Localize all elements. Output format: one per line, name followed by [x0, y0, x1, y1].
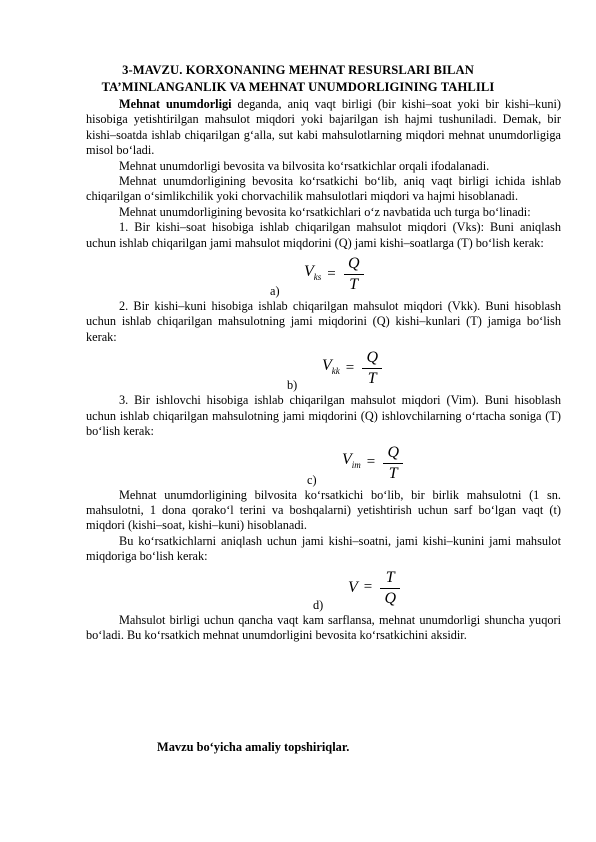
- formula-b-label: b): [287, 378, 298, 393]
- formula-a-fraction: [344, 255, 364, 294]
- definition-text: deganda, aniq vaqt birligi (bir kishi–soat yoki bir kishi–kuni) hisobiga yetishtirilgan mahsulot miqdori yoki bajarilgan ish hajmi tushuniladi. Demak, bir kishi–soatda ishlab chiqarilgan g‘alla, sut kabi mahsulotlarning miqdori mehnat unumdorligiga misol bo‘ladi.: [86, 97, 561, 158]
- formula-a-label: a): [270, 284, 280, 299]
- formula-b: [322, 349, 382, 388]
- formula-b-numerator: Q: [366, 349, 379, 367]
- paragraph-indicators: Mehnat unumdorligi bevosita va bilvosita ko‘rsatkichlar orqali ifodalanadi.: [119, 158, 490, 173]
- formula-c: [342, 444, 403, 483]
- paragraph-type-2: 2. Bir kishi–kuni hisobiga ishlab chiqarilgan mahsulot miqdori (Vkk). Buni hisoblash uchun ishlab chiqarilgan mahsulotning jami miqdorini (Q) kishi–kunlari (T) jamiga bo‘lish kerak:: [86, 299, 561, 344]
- formula-c-label: c): [307, 472, 317, 487]
- title-line-1: 3-MAVZU. KORXONANING MEHNAT RESURSLARI BILAN: [122, 63, 474, 77]
- document-body: [86, 97, 561, 643]
- term-bold: Mehnat unumdorligi: [119, 97, 232, 111]
- formula-c-lhs: V: [342, 451, 352, 469]
- formula-c-denominator: T: [388, 464, 398, 482]
- formula-d-denominator: Q: [384, 589, 397, 607]
- paragraph-type-3: 3. Bir ishlovchi hisobiga ishlab chiqarilgan mahsulot miqdori (Vim). Buni hisoblash uchun ishlab chiqarilgan mahsulotning jami miqdorini (Q) ishlovchilarning o‘rtacha soniga (T) bo‘lish kerak:: [86, 393, 561, 439]
- paragraph-direct-indicator: Mehnat unumdorligining bevosita ko‘rsatkichi bo‘lib, aniq vaqt birligi ichida ishlab chiqarilgan o‘simlikchilik yoki chorvachilik mahsulotlari miqdori va hajmi hisoblanadi.: [86, 174, 561, 204]
- formula-a: [304, 255, 364, 294]
- formula-c-row: [86, 440, 561, 488]
- practical-tasks-heading: Mavzu bo‘yicha amaliy topshiriqlar.: [157, 740, 350, 754]
- formula-b-fraction: [362, 349, 382, 388]
- formula-d: [348, 569, 400, 608]
- paragraph-three-types: Mehnat unumdorligining bevosita ko‘rsatkichlari o‘z navbatida uch turga bo‘linadi:: [119, 204, 531, 219]
- formula-c-numerator: Q: [387, 443, 400, 461]
- formula-a-row: [86, 251, 561, 299]
- formula-b-subscript: kk: [331, 366, 340, 377]
- paragraph-type-1: 1. Bir kishi–soat hisobiga ishlab chiqarilgan mahsulot miqdori (Vks): Buni aniqlash uchun ishlab chiqarilgan jami mahsulot miqdorini (Q) jami kishi–soatlarga (T) bo‘lish kerak:: [86, 220, 561, 250]
- paragraph-calculation: Bu ko‘rsatkichlarni aniqlash uchun jami kishi–soatni, jami kishi–kunini jami mahsulot miqdoriga bo‘lish kerak:: [86, 533, 561, 564]
- formula-a-subscript: ks: [313, 271, 322, 282]
- formula-d-row: [86, 565, 561, 613]
- formula-d-fraction: [380, 569, 400, 608]
- formula-c-equals: =: [366, 454, 376, 471]
- formula-b-lhs: V: [322, 357, 332, 375]
- paragraph-conclusion: Mahsulot birligi uchun qancha vaqt kam sarflansa, mehnat unumdorligi shuncha yuqori bo‘ladi. Bu ko‘rsatkich mehnat unumdorligini bevosita ko‘rsatkichini aksidir.: [86, 612, 561, 642]
- formula-b-denominator: T: [367, 370, 377, 388]
- paragraph-definition: [86, 97, 561, 159]
- paragraph-indirect-indicator: Mehnat unumdorligining bilvosita ko‘rsatkichi bo‘lib, bir birlik mahsulotni (1 sn. mahsulotni, 1 dona qorako‘l terini va boshqalarni) yetishtirish uchun sarf bo‘lgan vaqt (t) miqdori (kishi–soat, kishi–kuni) hisoblanadi.: [86, 487, 561, 533]
- formula-a-denominator: T: [349, 276, 359, 294]
- formula-d-equals: =: [363, 579, 373, 596]
- formula-b-equals: =: [345, 360, 355, 377]
- formula-a-equals: =: [327, 265, 336, 282]
- formula-a-lhs: V: [304, 262, 314, 280]
- formula-b-row: [86, 345, 561, 393]
- formula-d-lhs: V: [348, 579, 358, 597]
- title-line-2: TA’MINLANGANLIK VA MEHNAT UNUMDORLIGINING TAHLILI: [101, 80, 495, 94]
- formula-c-subscript: im: [351, 460, 361, 471]
- formula-d-label: d): [313, 597, 324, 612]
- formula-a-numerator: Q: [347, 255, 360, 273]
- formula-d-numerator: T: [385, 568, 395, 586]
- formula-c-fraction: [383, 444, 403, 483]
